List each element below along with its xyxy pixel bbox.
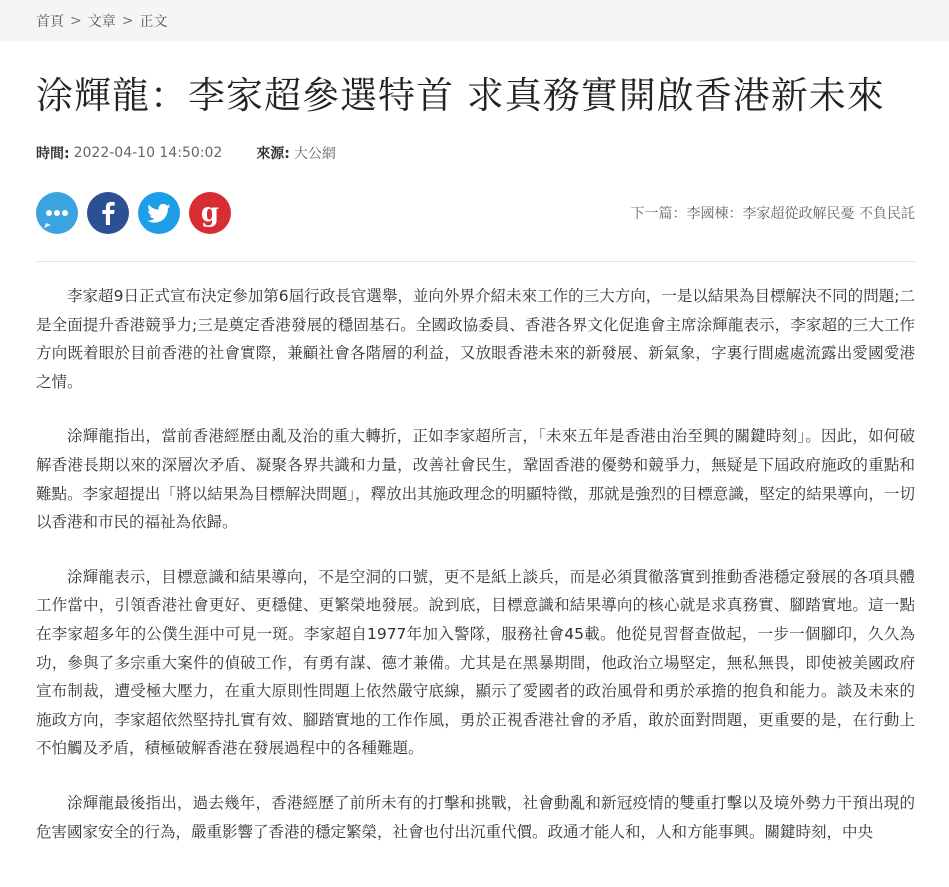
breadcrumb-separator: >: [121, 12, 134, 29]
share-icons: [36, 192, 231, 234]
next-article-link[interactable]: 下一篇：李國棟：李家超從政解民憂 不負民託: [630, 206, 915, 222]
time-value: 2022-04-10 14:50:02: [73, 145, 223, 161]
source-value: 大公網: [293, 146, 336, 162]
google-plus-icon[interactable]: [189, 192, 231, 234]
breadcrumb: [0, 0, 949, 41]
article-meta: [36, 143, 915, 163]
facebook-icon[interactable]: [87, 192, 129, 234]
breadcrumb-separator: >: [70, 12, 82, 29]
twitter-icon[interactable]: [138, 192, 180, 234]
source-label: 來源:: [256, 146, 290, 162]
breadcrumb-home-link[interactable]: 首頁: [36, 13, 64, 30]
message-icon[interactable]: [36, 192, 78, 234]
svg-text:g: g: [200, 198, 220, 228]
time-label: 時間:: [36, 146, 70, 162]
article-container: [0, 71, 949, 846]
article-title: 涂輝龍：李家超參選特首 求真務實開啟香港新未來: [36, 74, 885, 117]
article-body: [36, 282, 915, 846]
divider: [36, 261, 915, 262]
article-paragraph: 李家超9日正式宣布決定參加第6屆行政長官選舉，並向外界介紹未來工作的三大方向，一是以結果為目標解決不同的問題;二是全面提升香港競爭力;三是奠定香港發展的穩固基石。全國政協委員、香港各界文化促進會主席涂輝龍表示，李家超的三大工作方向既着眼於目前香港的社會實際，兼顧社會各階層的利益，又放眼香港未來的新發展、新氣象，字裏行間處處流露出愛國愛港之情。: [36, 287, 915, 391]
article-paragraph: 涂輝龍最後指出，過去幾年，香港經歷了前所未有的打擊和挑戰，社會動亂和新冠疫情的雙重打擊以及境外勢力干預出現的危害國家安全的行為，嚴重影響了香港的穩定繁榮，社會也付出沉重代價。政通才能人和，人和方能事興。關鍵時刻，中央: [36, 793, 915, 841]
breadcrumb-section-link[interactable]: 文章: [87, 13, 116, 30]
article-paragraph: 涂輝龍表示，目標意識和結果導向，不是空洞的口號，更不是紙上談兵，而是必須貫徹落實到推動香港穩定發展的各項具體工作當中，引領香港社會更好、更穩健、更繁榮地發展。說到底，目標意識和結果導向的核心就是求真務實、腳踏實地。這一點在李家超多年的公僕生涯中可見一斑。李家超自1977年加入警隊，服務社會45載。他從見習督查做起，一步一個腳印，久久為功，參與了多宗重大案件的偵破工作，有勇有謀、德才兼備。尤其是在黑暴期間，他政治立場堅定，無私無畏，即使被美國政府宣布制裁，遭受極大壓力，在重大原則性問題上依然嚴守底線，顯示了愛國者的政治風骨和勇於承擔的抱負和能力。談及未來的施政方向，李家超依然堅持扎實有效、腳踏實地的工作作風，勇於正視香港社會的矛盾，敢於面對問題，更重要的是，在行動上不怕觸及矛盾，積極破解香港在發展過程中的各種難題。: [36, 567, 915, 758]
breadcrumb-current: 正文: [139, 13, 168, 30]
share-row: [36, 191, 915, 235]
article-paragraph: 涂輝龍指出，當前香港經歷由亂及治的重大轉折，正如李家超所言，「未來五年是香港由治至興的關鍵時刻」。因此，如何破解香港長期以來的深層次矛盾、凝聚各界共識和力量，改善社會民生，鞏固香港的優勢和競爭力，無疑是下屆政府施政的重點和難點。李家超提出「將以結果為目標解決問題」，釋放出其施政理念的明顯特徵，那就是強烈的目標意識，堅定的結果導向，一切以香港和市民的福祉為依歸。: [36, 427, 915, 532]
